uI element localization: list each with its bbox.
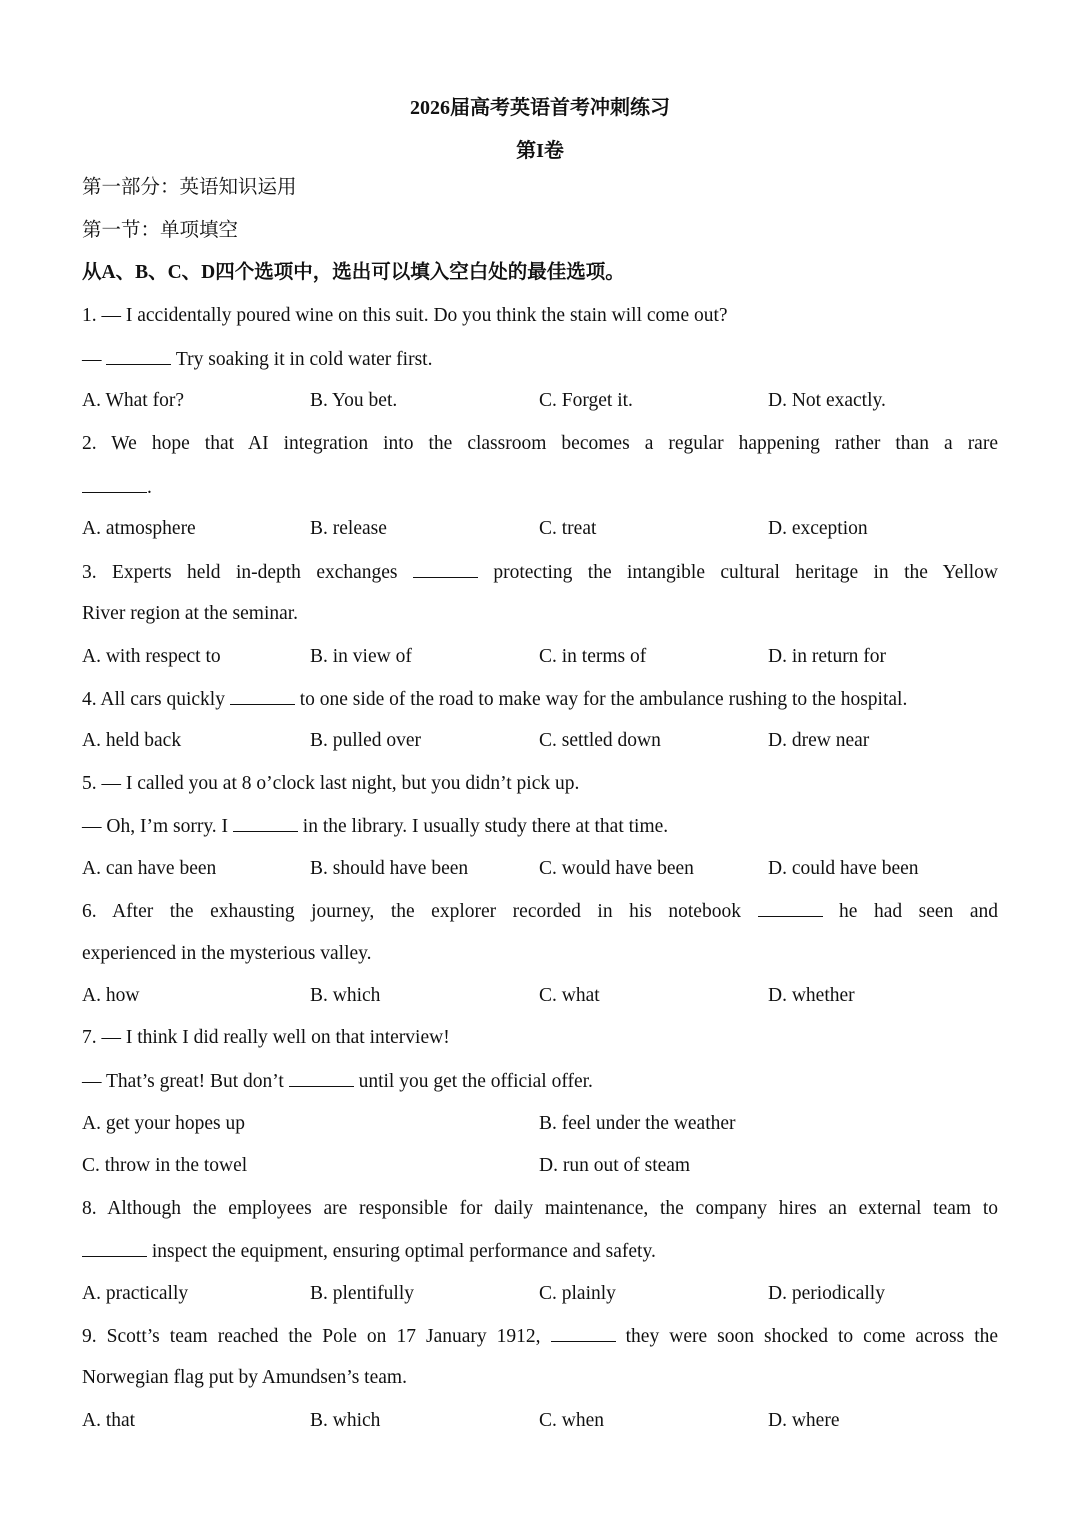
option-b: B. which bbox=[310, 1410, 381, 1431]
option-d: D. in return for bbox=[768, 646, 887, 667]
question-2-line-1: 2. We hope that AI integration into the classroom becomes a regular happening rather than a rare bbox=[82, 433, 998, 454]
option-d: D. drew near bbox=[768, 730, 870, 751]
option-c: C. in terms of bbox=[539, 646, 647, 667]
question-9-line-1 bbox=[82, 1323, 998, 1350]
question-3-pre: 3. Experts held in-depth exchanges bbox=[82, 562, 398, 583]
question-6-post: he had seen and bbox=[839, 901, 998, 922]
answer-blank bbox=[233, 813, 298, 832]
question-4-line-1 bbox=[82, 686, 998, 713]
answer-blank bbox=[230, 686, 295, 705]
option-a: A. practically bbox=[82, 1283, 189, 1304]
option-d: D. could have been bbox=[768, 858, 919, 879]
option-d: D. run out of steam bbox=[539, 1155, 691, 1176]
question-3-post: protecting the intangible cultural heritage in the Yellow bbox=[493, 562, 999, 583]
question-9-pre: 9. Scott’s team reached the Pole on 17 January 1912, bbox=[82, 1326, 541, 1347]
question-6-line-1 bbox=[82, 898, 998, 925]
option-b: B. which bbox=[310, 985, 381, 1006]
option-d: D. where bbox=[768, 1410, 840, 1431]
answer-blank bbox=[758, 898, 823, 917]
option-b: B. should have been bbox=[310, 858, 469, 879]
instruction-text: 从A、B、C、D四个选项中，选出可以填入空白处的最佳选项。 bbox=[82, 262, 625, 283]
question-1-rest: Try soaking it in cold water first. bbox=[171, 349, 433, 370]
option-a: A. that bbox=[82, 1410, 136, 1431]
option-c: C. throw in the towel bbox=[82, 1155, 248, 1176]
question-2-rest: . bbox=[147, 477, 152, 498]
answer-blank bbox=[551, 1323, 616, 1342]
option-a: A. atmosphere bbox=[82, 518, 196, 539]
question-5-line-1: 5. — I called you at 8 o’clock last night, but you didn’t pick up. bbox=[82, 773, 580, 794]
dash-prefix: — bbox=[82, 349, 107, 370]
answer-blank bbox=[413, 559, 478, 578]
question-2-line-2 bbox=[82, 474, 998, 501]
option-b: B. in view of bbox=[310, 646, 412, 667]
answer-blank bbox=[82, 474, 147, 493]
question-5-line-2 bbox=[82, 813, 998, 840]
question-5-post: in the library. I usually study there at that time. bbox=[297, 816, 669, 837]
question-7-line-1: 7. — I think I did really well on that interview! bbox=[82, 1027, 450, 1048]
question-6-line-2: experienced in the mysterious valley. bbox=[82, 943, 372, 964]
question-9-line-2: Norwegian flag put by Amundsen’s team. bbox=[82, 1367, 407, 1388]
volume-heading: 第I卷 bbox=[516, 140, 564, 162]
option-a: A. how bbox=[82, 985, 140, 1006]
question-6-pre: 6. After the exhausting journey, the explorer recorded in his notebook bbox=[82, 901, 741, 922]
option-b: B. You bet. bbox=[310, 390, 398, 411]
option-d: D. whether bbox=[768, 985, 855, 1006]
option-c: C. settled down bbox=[539, 730, 661, 751]
option-c: C. when bbox=[539, 1410, 604, 1431]
question-3-line-2: River region at the seminar. bbox=[82, 603, 299, 624]
option-b: B. plentifully bbox=[310, 1283, 414, 1304]
option-a: A. What for? bbox=[82, 390, 184, 411]
question-8-post: inspect the equipment, ensuring optimal performance and safety. bbox=[147, 1241, 656, 1262]
question-4-pre: 4. All cars quickly bbox=[82, 689, 230, 710]
answer-blank bbox=[82, 1238, 147, 1257]
option-b: B. feel under the weather bbox=[539, 1113, 736, 1134]
question-5-pre: — Oh, I’m sorry. I bbox=[82, 816, 233, 837]
part-heading: 第一部分：英语知识运用 bbox=[82, 177, 297, 198]
question-8-line-1: 8. Although the employees are responsible for daily maintenance, the company hires an external team to bbox=[82, 1198, 998, 1219]
question-9-post: they were soon shocked to come across the bbox=[625, 1326, 999, 1347]
question-7-pre: — That’s great! But don’t bbox=[82, 1071, 289, 1092]
question-3-line-1 bbox=[82, 559, 998, 586]
option-d: D. Not exactly. bbox=[768, 390, 886, 411]
option-a: A. with respect to bbox=[82, 646, 221, 667]
question-1-line-1: 1. — I accidentally poured wine on this suit. Do you think the stain will come out? bbox=[82, 305, 728, 326]
option-a: A. can have been bbox=[82, 858, 217, 879]
option-b: B. pulled over bbox=[310, 730, 422, 751]
question-7-line-2 bbox=[82, 1068, 998, 1095]
option-c: C. Forget it. bbox=[539, 390, 633, 411]
option-c: C. would have been bbox=[539, 858, 694, 879]
option-c: C. what bbox=[539, 985, 600, 1006]
question-4-post: to one side of the road to make way for the ambulance rushing to the hospital. bbox=[294, 689, 908, 710]
answer-blank bbox=[106, 346, 171, 365]
answer-blank bbox=[289, 1068, 354, 1087]
subsection-heading: 第一节：单项填空 bbox=[82, 220, 239, 241]
option-c: C. plainly bbox=[539, 1283, 616, 1304]
question-7-post: until you get the official offer. bbox=[353, 1071, 593, 1092]
option-b: B. release bbox=[310, 518, 387, 539]
option-d: D. exception bbox=[768, 518, 868, 539]
page-title: 2026届高考英语首考冲刺练习 bbox=[410, 97, 670, 119]
option-d: D. periodically bbox=[768, 1283, 885, 1304]
question-8-line-2 bbox=[82, 1238, 998, 1265]
question-1-line-2 bbox=[82, 346, 998, 373]
option-c: C. treat bbox=[539, 518, 597, 539]
option-a: A. get your hopes up bbox=[82, 1113, 246, 1134]
option-a: A. held back bbox=[82, 730, 182, 751]
